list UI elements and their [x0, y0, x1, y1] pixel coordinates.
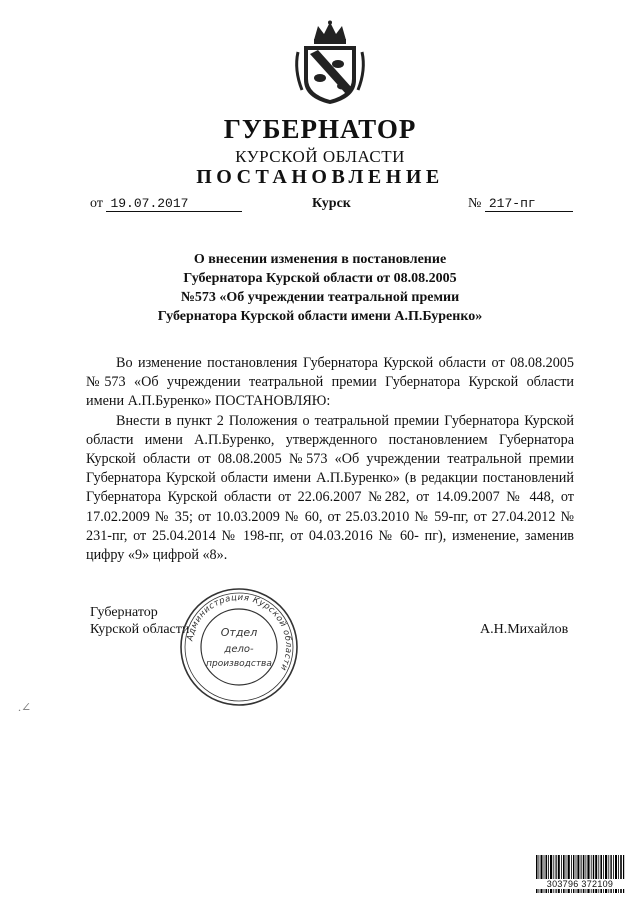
signatory-position-line: Курской области: [90, 622, 190, 637]
date-prefix: от: [90, 196, 103, 211]
signatory-position-line: Губернатор: [90, 605, 158, 620]
signatory-name: А.Н.Михайлов: [480, 622, 569, 637]
stamp-ring-text: Администрация Курской области: [185, 592, 294, 673]
document-title: [140, 250, 500, 326]
header-region: КУРСКОЙ ОБЛАСТИ: [235, 147, 405, 166]
barcode-number: 303796 372109: [535, 879, 625, 889]
document-title-line: Губернатора Курской области имени А.П.Буренко»: [157, 309, 483, 324]
document-title-line: №573 «Об учреждении театральной премии: [180, 290, 460, 305]
margin-mark: .∠: [18, 700, 32, 714]
body-paragraph-resolution: Внести в пункт 2 Положения о театральной премии Губернатора Курской области имени А.П.Буренко, утвержденного постановлением Губернатора Курской области от 08.08.2005 №573 «Об учреждении театральной премии Губернатора Курской области имени А.П.Буренко» (в редакции постановлений Губернатора Курской области от 22.06.2007 №282, от 14.09.2007 № 448, от 17.02.2009 № 35; от 10.03.2009 № 60, от 25.03.2010 № 59-пг, от 27.04.2012 № 231-пг, от 25.04.2014 № 198-пг, от 04.03.2016 № 60- пг), изменение, заменив цифру «9» цифрой «8».: [86, 412, 574, 564]
document-date-field: [90, 196, 242, 212]
kursk-coat-of-arms-icon: [292, 20, 368, 106]
stamp-center-line: производства: [206, 659, 272, 669]
signatory-position: [90, 604, 189, 638]
header-title: ГУБЕРНАТОР: [223, 114, 417, 144]
document-title-line: Губернатора Курской области от 08.08.2005: [183, 271, 457, 286]
document-date: 19.07.2017: [106, 196, 242, 212]
official-stamp: [178, 586, 300, 708]
stamp-center-line: Отдел: [220, 626, 258, 639]
body-paragraph-preamble: Во изменение постановления Губернатора Курской области от 08.08.2005 №573 «Об учреждении театральной премии Губернатора Курской области имени А.П.Буренко» ПОСТАНОВЛЯЮ:: [86, 355, 574, 410]
document-city: Курск: [312, 196, 351, 211]
document-number-field: [468, 196, 573, 212]
number-prefix: №: [468, 196, 482, 211]
stamp-center-line: дело-: [224, 644, 254, 655]
document-title-line: О внесении изменения в постановление: [193, 252, 447, 267]
header-doc-type: ПОСТАНОВЛЕНИЕ: [196, 166, 444, 188]
document-body: [86, 354, 574, 565]
document-number: 217-пг: [485, 196, 573, 212]
